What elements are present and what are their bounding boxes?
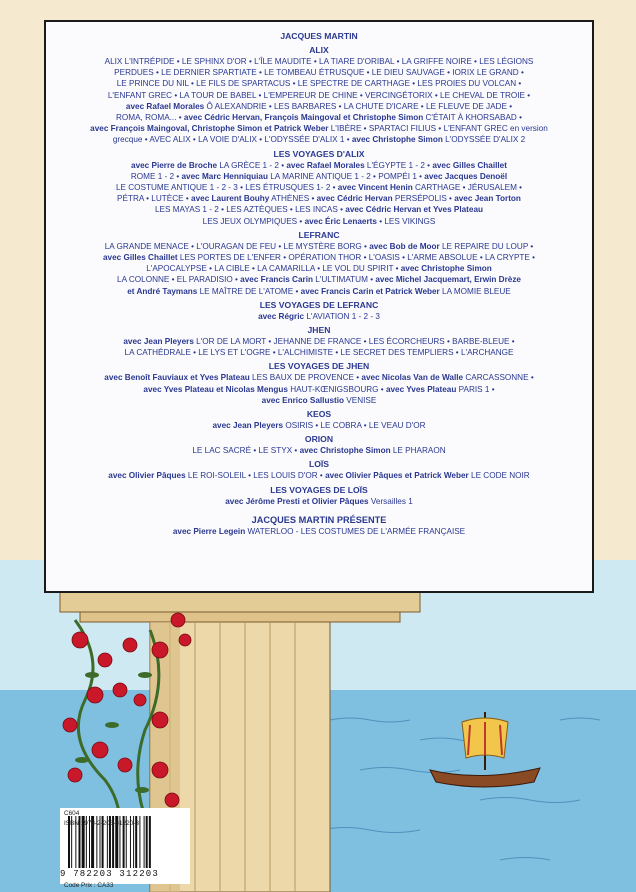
title-line bbox=[56, 526, 582, 537]
album-titles: LE LAC SACRÉ • LE STYX • bbox=[192, 446, 300, 456]
album-titles: WATERLOO - LES COSTUMES DE L'ARMÉE FRANÇAISE bbox=[245, 526, 466, 536]
author-credit: avec Pierre de Broche bbox=[131, 160, 218, 170]
author-credit: avec Bob de Moor bbox=[369, 241, 440, 251]
album-titles: L'AVIATION 1 - 2 - 3 bbox=[304, 311, 380, 321]
title-line bbox=[56, 420, 582, 431]
album-titles: LE REPAIRE DU LOUP • bbox=[439, 241, 534, 251]
author-credit: avec Yves Plateau et Nicolas Mengus bbox=[143, 384, 288, 394]
barcode-bar bbox=[139, 816, 140, 868]
album-titles: LE COSTUME ANTIQUE 1 - 2 - 3 • LES ÉTRUSQUES 1- 2 • bbox=[115, 183, 338, 193]
section-heading: LES VOYAGES D'ALIX bbox=[273, 148, 365, 159]
section-heading: LOÏS bbox=[308, 459, 330, 470]
section-heading: JACQUES MARTIN PRÉSENTE bbox=[251, 514, 387, 525]
isbn-text: ISBN : 978-2-203-31220-3 bbox=[64, 820, 139, 827]
section bbox=[56, 409, 582, 431]
author-credit: avec Jacques Denoël bbox=[424, 171, 508, 181]
section-heading: LES VOYAGES DE LEFRANC bbox=[259, 299, 379, 310]
title-line bbox=[56, 395, 582, 406]
section-heading: ORION bbox=[304, 434, 334, 445]
author-credit: avec Michel Jacquemart, Erwin Drèze bbox=[375, 275, 521, 285]
album-titles: L'APOCALYPSE • LA CIBLE • LA CAMARILLA • LE VOL DU SPIRIT • bbox=[146, 264, 401, 274]
title-line bbox=[56, 67, 582, 78]
barcode-digits: 9 782203 312203 bbox=[60, 869, 160, 879]
barcode-code: C604 bbox=[64, 810, 80, 817]
album-titles: L'OR DE LA MORT • JEHANNE DE FRANCE • LES ÉCORCHEURS • BARBE-BLEUE • bbox=[193, 337, 515, 347]
author-credit: avec Marc Henniquiau bbox=[181, 171, 268, 181]
author-credit: avec Jean Torton bbox=[454, 194, 521, 204]
album-titles: grecque • AVEC ALIX • LA VOIE D'ALIX • L'ODYSSÉE D'ALIX 1 • bbox=[112, 135, 352, 145]
author-credit: avec Christophe Simon bbox=[400, 264, 492, 274]
album-titles: PARIS 1 • bbox=[456, 384, 495, 394]
author-credit: avec Régric bbox=[258, 311, 305, 321]
author-credit: avec Cédric Hervan, François Maingoval et Christophe Simon bbox=[183, 113, 424, 123]
album-titles: HAUT-KŒNIGSBOURG • bbox=[287, 384, 386, 394]
album-titles: L'IBÈRE • SPARTACI FILIUS • L'ENFANT GREC en version bbox=[328, 124, 548, 134]
title-line bbox=[56, 252, 582, 263]
title-line bbox=[56, 286, 582, 297]
album-titles: ATHÈNES • bbox=[269, 194, 317, 204]
title-line bbox=[56, 496, 582, 507]
album-titles: VENISE bbox=[344, 395, 377, 405]
album-titles: LA CATHÉDRALE • LE LYS ET L'OGRE • L'ALCHIMISTE • LE SECRET DES TEMPLIERS • L'ARCHANGE bbox=[124, 348, 514, 358]
title-line bbox=[56, 171, 582, 182]
album-titles: • LES VIKINGS bbox=[376, 216, 436, 226]
title-line bbox=[56, 263, 582, 274]
title-line bbox=[56, 78, 582, 89]
title-line bbox=[56, 384, 582, 395]
title-line bbox=[56, 112, 582, 123]
title-line bbox=[56, 90, 582, 101]
album-titles: Ô ALEXANDRIE • LES BARBARES • LA CHUTE D'ICARE • LE FLEUVE DE JADE • bbox=[204, 101, 513, 111]
author-credit: avec Christophe Simon bbox=[351, 135, 443, 145]
section bbox=[56, 149, 582, 227]
album-titles: Versailles 1 bbox=[368, 496, 413, 506]
price-code: Code Prix : CA33 bbox=[64, 882, 114, 889]
section bbox=[56, 45, 582, 146]
title-line bbox=[56, 311, 582, 322]
album-titles: LA MOMIE BLEUE bbox=[439, 286, 511, 296]
title-line bbox=[56, 445, 582, 456]
title-line bbox=[56, 193, 582, 204]
author-credit: avec Éric Lenaerts bbox=[304, 216, 377, 226]
album-titles: L'ODYSSÉE D'ALIX 2 bbox=[442, 135, 526, 145]
title-line bbox=[56, 274, 582, 285]
album-titles: LE ROI-SOLEIL • LES LOUIS D'OR • bbox=[185, 471, 326, 481]
title-line bbox=[56, 123, 582, 134]
section-heading: LEFRANC bbox=[298, 229, 340, 240]
album-titles: PÉTRA • LUTÈCE • bbox=[117, 194, 192, 204]
author-credit: avec Olivier Pâques bbox=[108, 471, 186, 481]
album-titles: ROME 1 - 2 • bbox=[130, 171, 182, 181]
section bbox=[56, 300, 582, 322]
album-titles: CARTHAGE • JÉRUSALEM • bbox=[412, 183, 523, 193]
author-credit: avec Francis Carin et Patrick Weber bbox=[300, 286, 440, 296]
album-titles: ROMA, ROMA... • bbox=[115, 113, 184, 123]
author-credit: avec Cédric Hervan et Yves Plateau bbox=[345, 205, 484, 215]
author-credit: avec Jean Pleyers bbox=[123, 337, 194, 347]
title-line bbox=[56, 347, 582, 358]
author-credit: avec Jean Pleyers bbox=[212, 421, 284, 431]
author-credit: avec Cédric Hervan bbox=[316, 194, 393, 204]
album-titles: C'ÉTAIT À KHORSABAD • bbox=[423, 113, 522, 123]
title-line bbox=[56, 470, 582, 481]
title-line bbox=[56, 204, 582, 215]
title-line bbox=[56, 216, 582, 227]
author-credit: avec Enrico Sallustio bbox=[261, 395, 345, 405]
author-credit: avec Christophe Simon bbox=[299, 446, 391, 456]
author-credit: avec Benoît Fauviaux et Yves Plateau bbox=[104, 373, 250, 383]
author-credit: avec Gilles Chaillet bbox=[432, 160, 507, 170]
album-titles: L'ENFANT GREC • LA TOUR DE BABEL • L'EMPEREUR DE CHINE • VERCINGÉTORIX • LE CHEVAL DE TROIE • bbox=[107, 90, 531, 100]
section bbox=[56, 31, 582, 42]
album-titles: LE PHARAON bbox=[390, 446, 446, 456]
section-heading: JACQUES MARTIN bbox=[280, 31, 358, 41]
author-credit: avec Olivier Pâques et Patrick Weber bbox=[325, 471, 469, 481]
author-credit: avec Rafael Morales bbox=[286, 160, 365, 170]
album-titles: LA COLONNE • EL PARADISIO • bbox=[117, 275, 241, 285]
section-heading: LES VOYAGES DE LOÏS bbox=[270, 484, 368, 495]
section bbox=[56, 361, 582, 406]
album-titles: CARCASSONNE • bbox=[463, 373, 534, 383]
album-titles: L'ÉGYPTE 1 - 2 • bbox=[364, 160, 433, 170]
album-titles: LE MAÎTRE DE L'ATOME • bbox=[197, 286, 301, 296]
section bbox=[56, 434, 582, 456]
title-line bbox=[56, 160, 582, 171]
album-titles: LE CODE NOIR bbox=[468, 471, 530, 481]
title-line bbox=[56, 336, 582, 347]
author-credit: avec Gilles Chaillet bbox=[102, 253, 178, 263]
album-titles: LES PORTES DE L'ENFER • OPÉRATION THOR • L'OASIS • L'ARME ABSOLUE • LA CRYPTE • bbox=[177, 253, 536, 263]
album-titles: LA GRÈCE 1 - 2 • bbox=[217, 160, 287, 170]
title-line bbox=[56, 134, 582, 145]
album-titles: PERSÉPOLIS • bbox=[392, 194, 455, 204]
section bbox=[56, 230, 582, 297]
album-titles: OSIRIS • LE COBRA • LE VEAU D'OR bbox=[283, 421, 426, 431]
title-line bbox=[56, 372, 582, 383]
album-titles: ALIX L'INTRÉPIDE • LE SPHINX D'OR • L'ÎLE MAUDITE • LA TIARE D'ORIBAL • LA GRIFFE NOIRE • LES LÉGIONS bbox=[104, 57, 534, 66]
author-credit: avec François Maingoval, Christophe Simon et Patrick Weber bbox=[90, 124, 329, 134]
section-heading: LES VOYAGES DE JHEN bbox=[268, 361, 370, 372]
album-titles: LA MARINE ANTIQUE 1 - 2 • POMPÉI 1 • bbox=[267, 171, 425, 181]
title-line bbox=[56, 182, 582, 193]
album-titles: PERDUES • LE DERNIER SPARTIATE • LE TOMBEAU ÉTRUSQUE • LE DIEU SAUVAGE • IORIX LE GRAND • bbox=[114, 68, 524, 78]
section bbox=[56, 485, 582, 507]
author-credit: avec Vincent Henin bbox=[337, 183, 413, 193]
title-line bbox=[56, 56, 582, 67]
album-titles: LA GRANDE MENACE • L'OURAGAN DE FEU • LE MYSTÈRE BORG • bbox=[104, 241, 370, 251]
barcode-bar bbox=[144, 816, 145, 868]
album-titles: L'ULTIMATUM • bbox=[312, 275, 376, 285]
bibliography-panel bbox=[44, 20, 594, 593]
barcode-bar bbox=[149, 816, 151, 868]
title-line bbox=[56, 101, 582, 112]
section-heading: ALIX bbox=[309, 45, 329, 55]
section bbox=[56, 515, 582, 537]
author-credit: avec Francis Carin bbox=[240, 275, 313, 285]
barcode-bar bbox=[146, 816, 148, 868]
section bbox=[56, 459, 582, 481]
author-credit: avec Yves Plateau bbox=[385, 384, 457, 394]
author-credit: avec Laurent Bouhy bbox=[191, 194, 270, 204]
section-heading: KEOS bbox=[306, 409, 332, 420]
section-heading: JHEN bbox=[307, 325, 331, 336]
album-titles: LES MAYAS 1 - 2 • LES AZTÈQUES • LES INCAS • bbox=[154, 205, 346, 215]
album-titles: LE PRINCE DU NIL • LE FILS DE SPARTACUS • LE SPECTRE DE CARTHAGE • LES PROIES DU VOLCAN • bbox=[116, 79, 522, 89]
author-credit: avec Jérôme Presti et Olivier Pâques bbox=[225, 496, 369, 506]
album-titles: LES BAUX DE PROVENCE • bbox=[249, 373, 362, 383]
author-credit: avec Rafael Morales bbox=[125, 101, 205, 111]
author-credit: avec Pierre Legein bbox=[172, 526, 246, 536]
author-credit: et André Taymans bbox=[127, 286, 198, 296]
author-credit: avec Nicolas Van de Walle bbox=[361, 373, 464, 383]
section bbox=[56, 325, 582, 358]
title-line bbox=[56, 241, 582, 252]
album-titles: LES JEUX OLYMPIQUES • bbox=[202, 216, 305, 226]
